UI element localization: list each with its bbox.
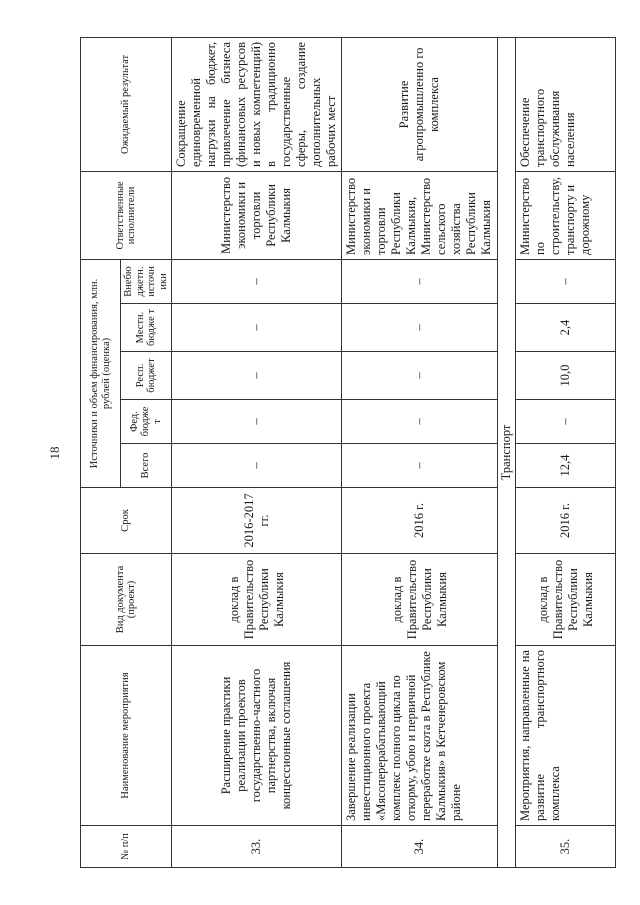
row-num: 34. bbox=[342, 826, 498, 868]
row-local: – bbox=[172, 304, 342, 352]
row-extra: – bbox=[516, 259, 616, 303]
activities-table bbox=[80, 37, 616, 868]
row-fed: – bbox=[172, 400, 342, 444]
row-rep: – bbox=[342, 352, 498, 400]
row-term: 2016 г. bbox=[516, 488, 616, 554]
row-doc-type: доклад в Правительство Республики Калмыкия bbox=[516, 554, 616, 646]
row-rep: – bbox=[172, 352, 342, 400]
row-extra: – bbox=[172, 259, 342, 303]
header-total: Всего bbox=[121, 444, 172, 488]
row-executors: Министерство экономики и торговли Республики Калмыкия bbox=[172, 171, 342, 259]
row-executors: Министерство экономики и торговли Республики Калмыкия, Министерство сельского хозяйства Республики Калмыкия bbox=[342, 171, 498, 259]
row-result: Сокращение единовременной нагрузки на бюджет, привлечение бизнеса (финансовых ресурсов и новых компетенций) в традиционно государственные сферы, создание дополнительных рабочих мест bbox=[172, 37, 342, 171]
header-rep: Респ. бюджет bbox=[121, 352, 172, 400]
row-name: Мероприятия, направленные на развитие транспортного комплекса bbox=[516, 646, 616, 826]
header-name: Наименование мероприятия bbox=[81, 646, 172, 826]
row-term: 2016 г. bbox=[342, 488, 498, 554]
row-fed: – bbox=[342, 400, 498, 444]
row-name: Расширение практики реализации проектов государственно-частного партнерства, включая концессионные соглашения bbox=[172, 646, 342, 826]
row-total: – bbox=[342, 444, 498, 488]
row-extra: – bbox=[342, 259, 498, 303]
header-term: Срок bbox=[81, 488, 172, 554]
section-row bbox=[498, 37, 516, 867]
header-doc-type: Вид документа (проект) bbox=[81, 554, 172, 646]
rotated-table-sheet bbox=[80, 38, 635, 868]
header-local: Местн. бюдже т bbox=[121, 304, 172, 352]
row-num: 33. bbox=[172, 826, 342, 868]
row-local: – bbox=[342, 304, 498, 352]
header-extra: Внебю джетн. источн ики bbox=[121, 259, 172, 303]
table-row bbox=[342, 37, 498, 867]
row-result: Развитие агропромышленно го комплекса bbox=[342, 37, 498, 171]
header-executors: Ответственные исполнители bbox=[81, 171, 172, 259]
row-total: – bbox=[172, 444, 342, 488]
row-executors: Министерство по строительству, транспорту и дорожному bbox=[516, 171, 616, 259]
row-total: 12,4 bbox=[516, 444, 616, 488]
row-doc-type: доклад в Правительство Республики Калмыкия bbox=[342, 554, 498, 646]
row-num: 35. bbox=[516, 826, 616, 868]
section-title: Транспорт bbox=[498, 37, 516, 867]
row-fed: – bbox=[516, 400, 616, 444]
row-term: 2016-2017 гг. bbox=[172, 488, 342, 554]
header-fed: Фед. бюдже т bbox=[121, 400, 172, 444]
table-row bbox=[172, 37, 342, 867]
page-number: 18 bbox=[47, 446, 62, 460]
table-row bbox=[516, 37, 616, 867]
row-doc-type: доклад в Правительство Республики Калмыкия bbox=[172, 554, 342, 646]
row-result: Обеспечение транспортного обслуживания населения bbox=[516, 37, 616, 171]
row-local: 2,4 bbox=[516, 304, 616, 352]
header-funding: Источники и объем финансирования, млн. рублей (оценка) bbox=[81, 259, 121, 487]
header-result: Ожидаемый результат bbox=[81, 37, 172, 171]
row-rep: 10,0 bbox=[516, 352, 616, 400]
row-name: Завершение реализации инвестиционного проекта «Мясоперерабатывающий комплекс полного цикла по откорму, убою и первичной переработке скота в Республике Калмыкия» в Кетченеровском районе bbox=[342, 646, 498, 826]
header-num: № п/п bbox=[81, 826, 172, 868]
